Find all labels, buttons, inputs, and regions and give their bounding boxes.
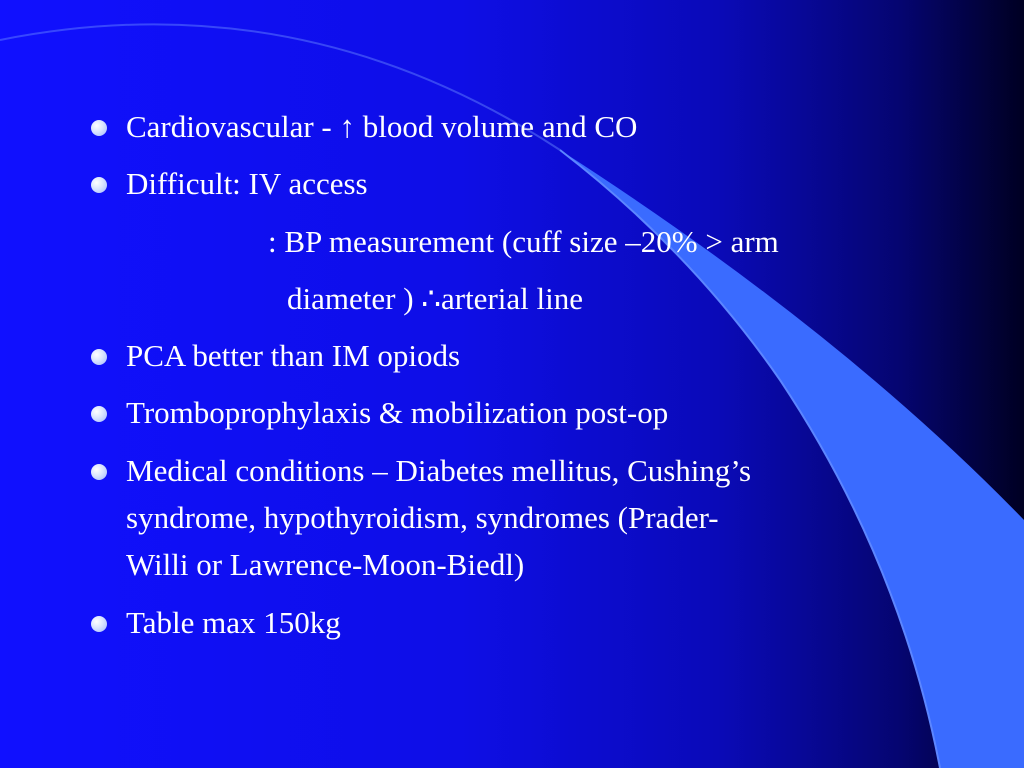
bullet-text: Difficult: IV access	[126, 166, 368, 201]
bullet-text: Cardiovascular - ↑ blood volume and CO	[126, 109, 638, 144]
bullet-text: Tromboprophylaxis & mobilization post-op	[126, 395, 669, 430]
bp-measurement-line: : BP measurement (cuff size –20% > arm	[268, 224, 779, 259]
bullet-text: PCA better than IM opiods	[126, 338, 461, 373]
bullet-dot-icon	[91, 464, 107, 480]
bullet-dot-icon	[91, 120, 107, 136]
bullet-dot-icon	[91, 349, 107, 365]
medical-conditions-line-3: Willi or Lawrence-Moon-Biedl)	[126, 547, 525, 582]
bullet-text: Medical conditions – Diabetes mellitus, Cushing’s	[126, 453, 752, 488]
medical-conditions-line-2: syndrome, hypothyroidism, syndromes (Prader-	[126, 500, 719, 535]
bullet-dot-icon	[91, 616, 107, 632]
bullet-dot-icon	[91, 406, 107, 422]
bullet-dot-icon	[91, 177, 107, 193]
arterial-line-text: diameter ) ∴arterial line	[287, 281, 583, 316]
bullet-text: Table max 150kg	[126, 605, 341, 640]
